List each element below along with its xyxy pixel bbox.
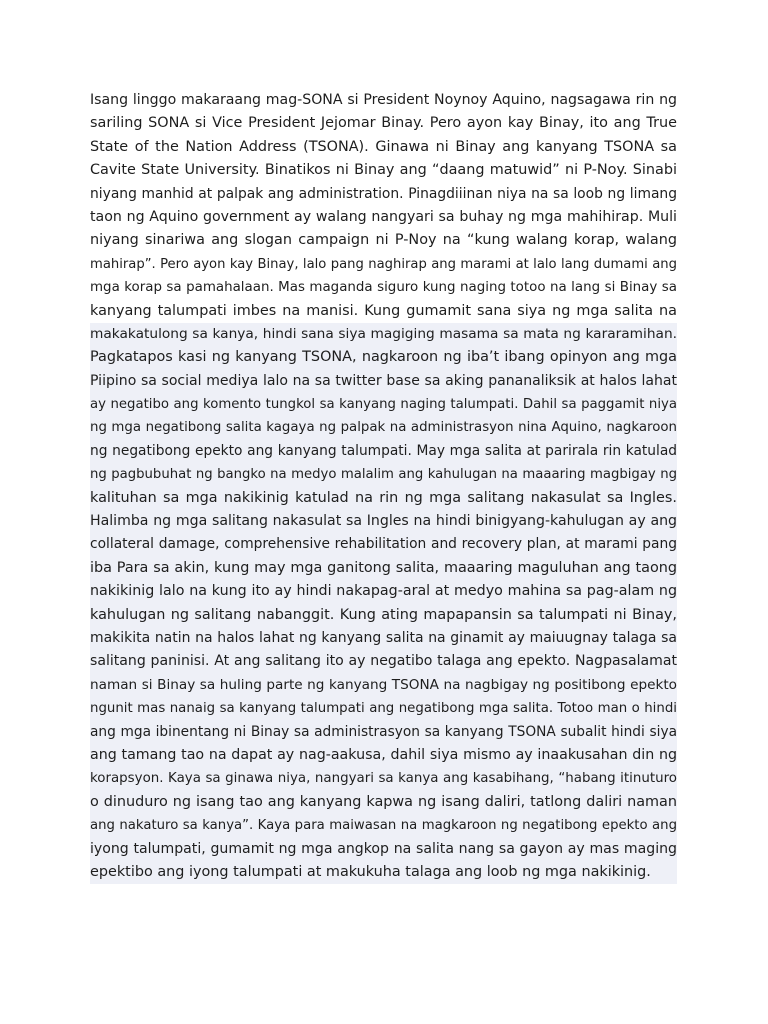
text-line: ng mga negatibong salita kagaya ng palpak na administrasyon nina Aquino, nagkaroon — [90, 416, 677, 439]
text-line: mahirap”. Pero ayon kay Binay, lalo pang naghirap ang marami at lalo lang dumami ang — [90, 256, 677, 272]
text-line: Pagkatapos kasi ng kanyang TSONA, nagkaroon ng iba’t ibang opinyon ang mga — [90, 346, 677, 369]
text-line: korapsyon. Kaya sa ginawa niya, nangyari sa kanya ang kasabihang, “habang itinuturo — [90, 767, 677, 790]
text-line: taon ng Aquino government ay walang nangyari sa buhay ng mga mahihirap. Muli — [90, 208, 677, 225]
text-line: mga korap sa pamahalaan. Mas maganda siguro kung naging totoo na lang si Binay sa — [90, 280, 677, 296]
text-line: o dinuduro ng isang tao ang kanyang kapwa ng isang daliri, tatlong daliri naman — [90, 791, 677, 814]
text-line: Cavite State University. Binatikos ni Binay ang “daang matuwid” ni P-Noy. Sinabi — [90, 162, 677, 179]
text-line: Piipino sa social mediya lalo na sa twitter base sa aking pananaliksik at halos lahat — [90, 370, 677, 393]
text-line: iba Para sa akin, kung may mga ganitong salita, maaaring maguluhan ang taong — [90, 557, 677, 580]
text-line: ng pagbubuhat ng bangko na medyo malalim ang kahulugan na maaaring magbigay ng — [90, 463, 677, 486]
text-line: ang tamang tao na dapat ay nag-aakusa, dahil siya mismo ay inaakusahan din ng — [90, 744, 677, 767]
text-line: epektibo ang iyong talumpati at makukuha talaga ang loob ng mga nakikinig. — [90, 861, 677, 884]
text-line: niyang manhid at palpak ang administration. Pinagdiiinan niya na sa loob ng limang — [90, 185, 677, 202]
text-line: collateral damage, comprehensive rehabilitation and recovery plan, at marami pang — [90, 533, 677, 556]
text-line: ay negatibo ang komento tungkol sa kanyang naging talumpati. Dahil sa paggamit niya — [90, 393, 677, 416]
text-line: iyong talumpati, gumamit ng mga angkop na salita nang sa gayon ay mas maging — [90, 838, 677, 861]
text-line: makikita natin na halos lahat ng kanyang salita na ginamit ay maiuugnay talaga sa — [90, 627, 677, 650]
text-line: nakikinig lalo na kung ito ay hindi nakapag-aral at medyo mahina sa pag-alam ng — [90, 580, 677, 603]
text-line: kalituhan sa mga nakikinig katulad na rin ng mga salitang nakasulat sa Ingles. — [90, 487, 677, 510]
text-line: naman si Binay sa huling parte ng kanyang TSONA na nagbigay ng positibong epekto — [90, 674, 677, 697]
text-line: niyang sinariwa ang slogan campaign ni P-Noy na “kung walang korap, walang — [90, 232, 677, 249]
text-line: Isang linggo makaraang mag-SONA si President Noynoy Aquino, nagsagawa rin ng — [90, 92, 677, 108]
text-line: kanyang talumpati imbes na manisi. Kung gumamit sana siya ng mga salita na — [90, 302, 677, 319]
text-line: Halimba ng mga salitang nakasulat sa Ingles na hindi binigyang-kahulugan ay ang — [90, 510, 677, 533]
text-line: sariling SONA si Vice President Jejomar Binay. Pero ayon kay Binay, ito ang True — [90, 115, 677, 132]
text-line: State of the Nation Address (TSONA). Ginawa ni Binay ang kanyang TSONA sa — [90, 138, 677, 155]
text-line: ang mga ibinentang ni Binay sa administrasyon sa kanyang TSONA subalit hindi siya — [90, 721, 677, 744]
text-line: makakatulong sa kanya, hindi sana siya magiging masama sa mata ng kararamihan. — [90, 323, 677, 346]
text-line: salitang paninisi. At ang salitang ito ay negatibo talaga ang epekto. Nagpasalamat — [90, 650, 677, 673]
text-line: kahulugan ng salitang nabanggit. Kung ating mapapansin sa talumpati ni Binay, — [90, 604, 677, 627]
essay-body — [90, 89, 677, 884]
text-line: ngunit mas nanaig sa kanyang talumpati ang negatibong mga salita. Totoo man o hindi — [90, 697, 677, 720]
text-line: ng negatibong epekto ang kanyang talumpati. May mga salita at parirala rin katulad — [90, 440, 677, 463]
text-line: ang nakaturo sa kanya”. Kaya para maiwasan na magkaroon ng negatibong epekto ang — [90, 814, 677, 837]
